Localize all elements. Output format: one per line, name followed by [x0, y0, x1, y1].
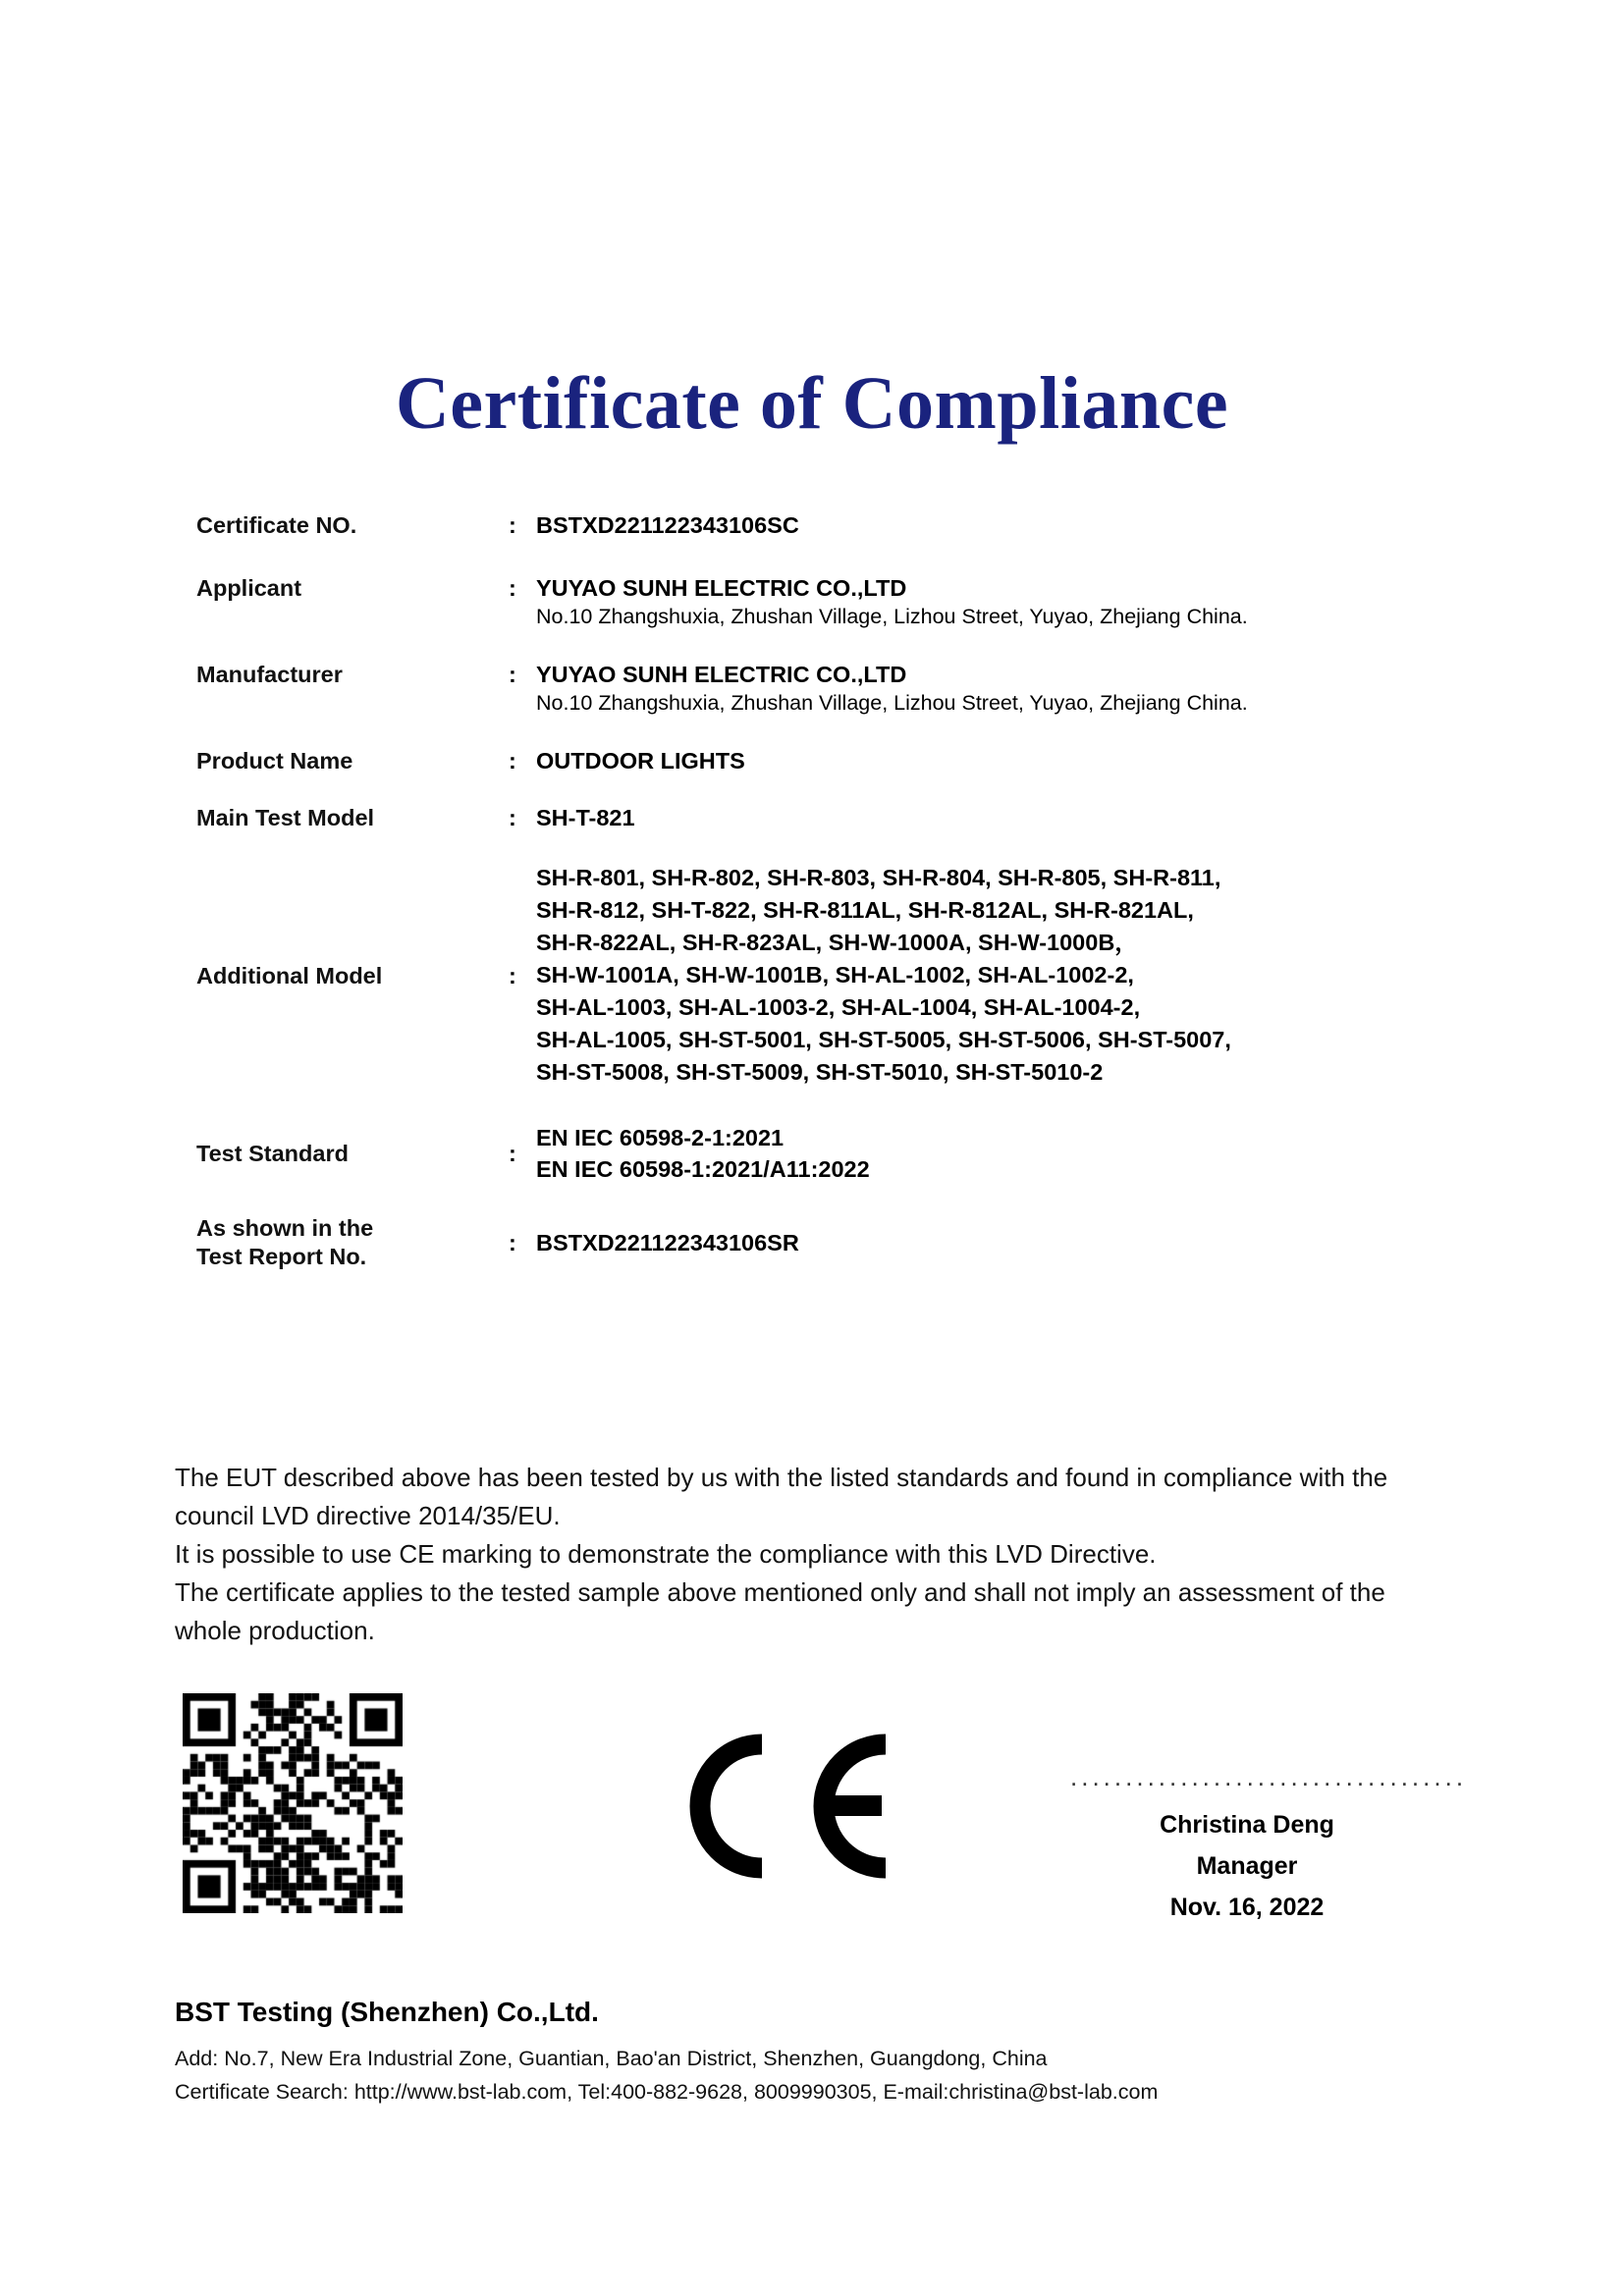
ce-mark-icon: [668, 1723, 903, 1890]
statement-line-1: The EUT described above has been tested by us with the listed standards and found in compliance with the council LVD directive 2014/35/EU.: [175, 1463, 1388, 1530]
test-standard-value: [536, 1122, 1443, 1185]
applicant-label: Applicant: [196, 575, 302, 601]
additional-model-line: SH-R-822AL, SH-R-823AL, SH-W-1000A, SH-W-1000B，: [536, 930, 1138, 955]
field-additional-model: [196, 862, 1443, 1089]
manufacturer-value: [536, 660, 1443, 717]
spacer: [196, 630, 1443, 660]
footer-company: BST Testing (Shenzhen) Co.,Ltd.: [175, 1997, 599, 2027]
product-name-colon: :: [509, 748, 516, 774]
test-standard-line: EN IEC 60598-1:2021/A11:2022: [536, 1156, 870, 1182]
spacer: [196, 775, 1443, 803]
signatory-name: Christina Deng: [1160, 1811, 1334, 1839]
field-product-name: [196, 746, 1443, 775]
manufacturer-colon: :: [509, 662, 516, 687]
certificate-no-label: Certificate NO.: [196, 512, 357, 538]
footer: [175, 1993, 1471, 2109]
spacer: [196, 1089, 1443, 1122]
spacer: [196, 1185, 1443, 1214]
field-manufacturer: [196, 660, 1443, 717]
additional-model-colon: :: [509, 962, 516, 988]
compliance-statement: [175, 1459, 1451, 1650]
additional-model-line: SH-R-812, SH-T-822, SH-R-811AL, SH-R-812AL, SH-R-821AL,: [536, 897, 1194, 923]
test-report-no-label-line1: As shown in the: [196, 1215, 374, 1241]
main-test-model-text: SH-T-821: [536, 805, 635, 830]
applicant-value: [536, 573, 1443, 630]
main-test-model-colon: :: [509, 805, 516, 830]
product-name-value: [536, 746, 1443, 775]
statement-line-3: The certificate applies to the tested sample above mentioned only and shall not imply an assessment of the whole production.: [175, 1577, 1385, 1645]
field-test-standard: [196, 1122, 1443, 1185]
additional-model-line: SH-AL-1005, SH-ST-5001, SH-ST-5005, SH-ST-5006, SH-ST-5007,: [536, 1027, 1231, 1052]
manufacturer-label: Manufacturer: [196, 662, 343, 687]
additional-model-label: Additional Model: [196, 962, 383, 988]
qr-code-icon: [183, 1693, 403, 1913]
additional-model-line: SH-W-1001A, SH-W-1001B, SH-AL-1002, SH-AL-1002-2,: [536, 962, 1134, 988]
additional-model-line: SH-R-801, SH-R-802, SH-R-803, SH-R-804, SH-R-805, SH-R-811,: [536, 865, 1221, 890]
applicant-address: No.10 Zhangshuxia, Zhushan Village, Lizhou Street, Yuyao, Zhejiang China.: [536, 605, 1248, 628]
certificate-no-text: BSTXD221122343106SC: [536, 512, 799, 538]
spacer: [196, 832, 1443, 862]
test-report-no-value: [536, 1228, 1443, 1257]
signature-block: [1070, 1762, 1468, 1928]
test-standard-colon: :: [509, 1141, 516, 1166]
certificate-no-colon: :: [509, 512, 516, 538]
manufacturer-address: No.10 Zhangshuxia, Zhushan Village, Lizhou Street, Yuyao, Zhejiang China.: [536, 691, 1248, 715]
product-name-text: OUTDOOR LIGHTS: [536, 748, 745, 774]
footer-contact: Certificate Search: http://www.bst-lab.com, Tel:400-882-9628, 8009990305, E-mail:christina@bst-lab.com: [175, 2080, 1159, 2104]
field-main-test-model: [196, 803, 1443, 832]
signature-line: ....................................: [1070, 1762, 1468, 1791]
field-certificate-no: [196, 510, 1443, 540]
manufacturer-name: YUYAO SUNH ELECTRIC CO.,LTD: [536, 662, 907, 687]
field-applicant: [196, 573, 1443, 630]
additional-model-line: SH-AL-1003, SH-AL-1003-2, SH-AL-1004, SH-AL-1004-2,: [536, 994, 1141, 1020]
page-title: Certificate of Compliance: [395, 362, 1229, 445]
applicant-name: YUYAO SUNH ELECTRIC CO.,LTD: [536, 575, 907, 601]
test-report-no-label: [196, 1214, 509, 1271]
certificate-fields: [196, 510, 1443, 1271]
signatory-role: Manager: [1196, 1852, 1298, 1880]
signature-date: Nov. 16, 2022: [1169, 1894, 1325, 1921]
spacer: [196, 717, 1443, 746]
test-report-no-text: BSTXD221122343106SR: [536, 1230, 799, 1255]
main-test-model-value: [536, 803, 1443, 832]
product-name-label: Product Name: [196, 748, 353, 774]
applicant-colon: :: [509, 575, 516, 601]
statement-line-2: It is possible to use CE marking to demonstrate the compliance with this LVD Directive.: [175, 1539, 1157, 1569]
test-standard-label: Test Standard: [196, 1141, 349, 1166]
spacer: [196, 540, 1443, 573]
main-test-model-label: Main Test Model: [196, 805, 375, 830]
additional-model-line: SH-ST-5008, SH-ST-5009, SH-ST-5010, SH-ST-5010-2: [536, 1059, 1104, 1085]
certificate-no-value: [536, 510, 1443, 540]
test-standard-line: EN IEC 60598-2-1:2021: [536, 1125, 785, 1150]
footer-address: Add: No.7, New Era Industrial Zone, Guantian, Bao'an District, Shenzhen, Guangdong, China: [175, 2047, 1048, 2070]
additional-model-value: [536, 862, 1443, 1089]
field-test-report-no: [196, 1214, 1443, 1271]
test-report-no-label-line2: Test Report No.: [196, 1244, 367, 1269]
test-report-no-colon: :: [509, 1230, 516, 1255]
